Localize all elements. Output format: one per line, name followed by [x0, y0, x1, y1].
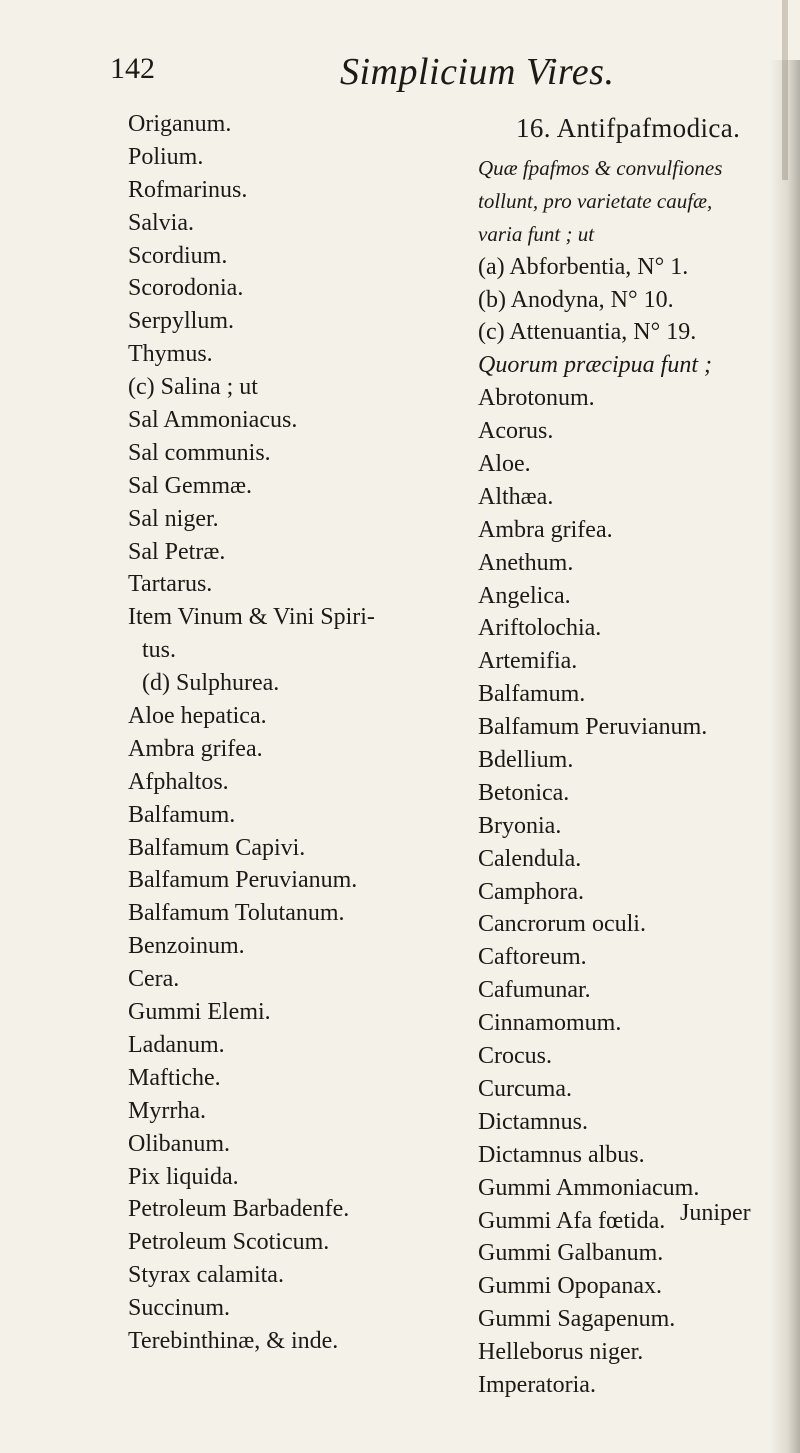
page-header: [110, 52, 640, 96]
remedy-entry: Anethum.: [478, 549, 574, 576]
remedy-entry: Salvia.: [128, 209, 194, 236]
remedy-entry: Imperatoria.: [478, 1371, 596, 1398]
remedy-entry: Bryonia.: [478, 812, 562, 839]
praecipua-heading: Quorum præcipua funt ;: [478, 352, 712, 379]
remedy-entry: Gummi Afa fœtida.: [478, 1207, 666, 1234]
remedy-entry: Aloe.: [478, 451, 531, 478]
remedy-entry: Balfamum Capivi.: [128, 834, 306, 861]
remedy-entry: Sal communis.: [128, 439, 271, 466]
remedy-entry: Cancrorum oculi.: [478, 911, 646, 938]
remedy-entry: Artemifia.: [478, 648, 578, 675]
catchword: Juniper: [680, 1200, 751, 1226]
remedy-entry: Bdellium.: [478, 747, 574, 774]
remedy-entry: Ambra grifea.: [128, 735, 263, 762]
remedy-entry: Scordium.: [128, 242, 228, 269]
remedy-entry: Styrax calamita.: [128, 1262, 284, 1289]
remedy-entry: Balfamum.: [478, 681, 586, 708]
remedy-entry: Myrrha.: [128, 1097, 206, 1124]
remedy-entry: Terebinthinæ, & inde.: [128, 1327, 339, 1354]
remedy-entry: Dictamnus.: [478, 1108, 588, 1135]
remedy-entry: Camphora.: [478, 878, 584, 905]
remedy-entry: Acorus.: [478, 418, 554, 445]
remedy-entry: Cera.: [128, 966, 180, 993]
remedy-entry: Balfamum Tolutanum.: [128, 900, 345, 927]
remedy-entry: Gummi Ammoniacum.: [478, 1174, 700, 1201]
reference-line: (c) Attenuantia, N° 19.: [478, 319, 697, 346]
remedy-entry: Pix liquida.: [128, 1163, 239, 1190]
reference-line: (a) Abforbentia, N° 1.: [478, 253, 689, 280]
remedy-entry: Sal Ammoniacus.: [128, 407, 298, 434]
remedy-entry: Angelica.: [478, 582, 571, 609]
intro-line: varia funt ; ut: [478, 221, 595, 246]
remedy-entry: Serpyllum.: [128, 308, 234, 335]
remedy-entry: Aloe hepatica.: [128, 703, 267, 730]
remedy-entry: Tartarus.: [128, 571, 213, 598]
intro-line: tollunt, pro varietate caufæ,: [478, 188, 713, 213]
remedy-entry: Polium.: [128, 143, 204, 170]
remedy-entry: Origanum.: [128, 111, 232, 137]
remedy-entry: Ambra grifea.: [478, 516, 613, 543]
remedy-entry: Crocus.: [478, 1043, 552, 1070]
page-edge-fold: [782, 0, 788, 180]
remedy-entry: Helleborus niger.: [478, 1339, 644, 1366]
remedy-entry: Curcuma.: [478, 1075, 572, 1102]
remedy-entry: Cafumunar.: [478, 977, 591, 1004]
remedy-entry: Cinnamomum.: [478, 1010, 622, 1037]
remedy-entry: Ariftolochia.: [478, 615, 602, 642]
remedy-entry: Sal Gemmæ.: [128, 472, 252, 499]
remedy-entry: tus.: [142, 637, 177, 664]
remedy-entry: Afphaltos.: [128, 768, 229, 795]
left-column: [128, 108, 468, 1358]
page-number: 142: [110, 52, 155, 85]
remedy-entry: Dictamnus albus.: [478, 1141, 645, 1168]
remedy-entry: Gummi Sagapenum.: [478, 1306, 676, 1333]
remedy-entry: Gummi Opopanax.: [478, 1273, 662, 1300]
remedy-entry: Petroleum Scoticum.: [128, 1229, 330, 1256]
remedy-entry: Maftiche.: [128, 1064, 221, 1091]
remedy-entry: Petroleum Barbadenfe.: [128, 1196, 350, 1223]
remedy-entry: Item Vinum & Vini Spiri-: [128, 604, 375, 631]
remedy-entry: Benzoinum.: [128, 933, 245, 960]
remedy-entry: Balfamum.: [128, 801, 236, 828]
reference-line: (b) Anodyna, N° 10.: [478, 286, 674, 313]
remedy-entry: Sal Petræ.: [128, 538, 226, 565]
remedy-entry: (c) Salina ; ut: [128, 374, 258, 401]
remedy-entry: Balfamum Peruvianum.: [478, 714, 708, 741]
remedy-entry: Caftoreum.: [478, 944, 587, 971]
remedy-list: [478, 382, 778, 1402]
remedy-entry: Calendula.: [478, 845, 582, 872]
remedy-entry: Olibanum.: [128, 1130, 230, 1157]
running-title: Simplicium Vires.: [340, 51, 615, 93]
section-title: 16. Antifpafmodica.: [516, 113, 741, 143]
remedy-entry: Scorodonia.: [128, 275, 244, 302]
remedy-entry: Rofmarinus.: [128, 176, 248, 203]
remedy-entry: Thymus.: [128, 341, 213, 368]
remedy-entry: Gummi Galbanum.: [478, 1240, 664, 1267]
remedy-entry: Balfamum Peruvianum.: [128, 867, 358, 894]
intro-line: Quæ fpafmos & convulfiones: [478, 156, 723, 180]
remedy-entry: Succinum.: [128, 1295, 230, 1322]
remedy-entry: Althæa.: [478, 483, 554, 510]
remedy-entry: Betonica.: [478, 779, 570, 806]
remedy-entry: Ladanum.: [128, 1031, 225, 1058]
remedy-entry: Abrotonum.: [478, 385, 595, 412]
remedy-entry: Gummi Elemi.: [128, 999, 271, 1026]
remedy-entry: Sal niger.: [128, 505, 219, 532]
remedy-entry: (d) Sulphurea.: [142, 670, 280, 697]
